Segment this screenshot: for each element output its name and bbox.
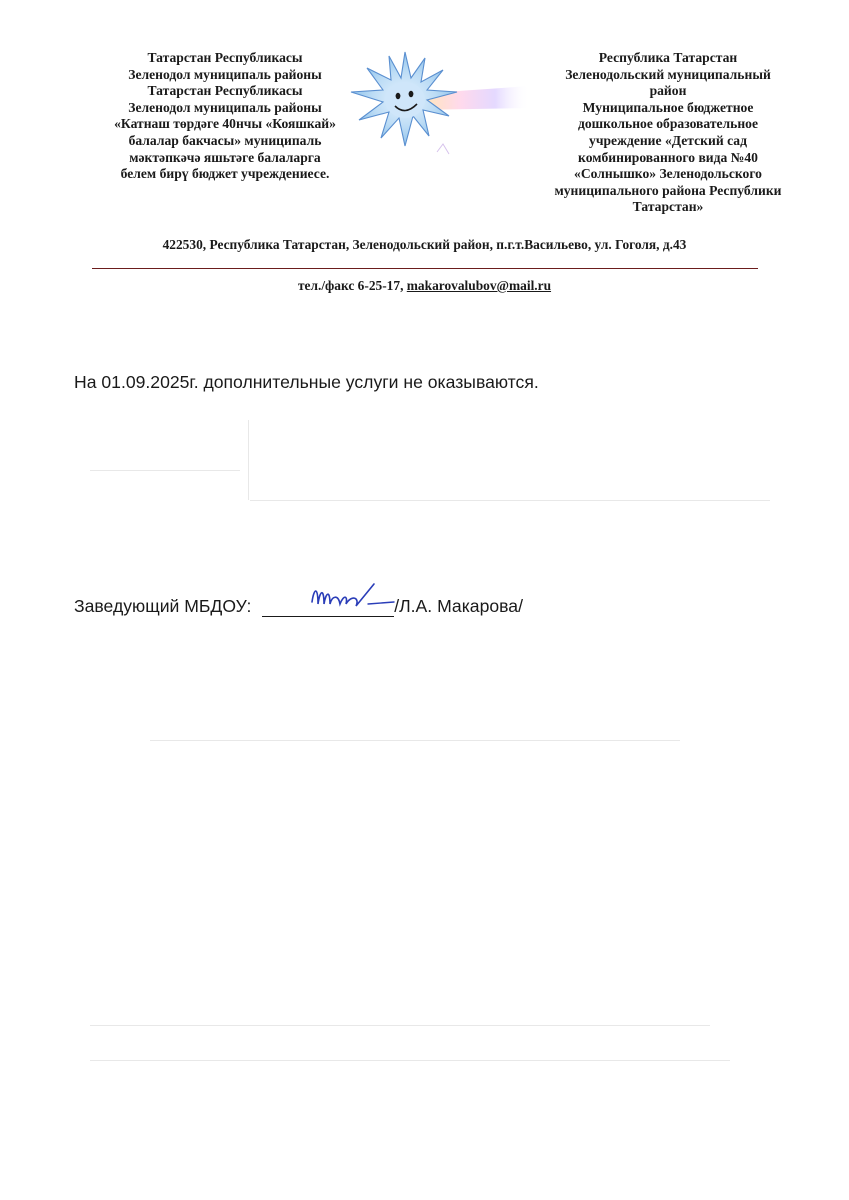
letterhead-right-russian <box>522 50 814 216</box>
letterhead-right-line: дошкольное образовательное <box>577 116 759 132</box>
scan-artifact <box>150 740 680 741</box>
letterhead-left-line: Татарстан Республикасы <box>147 83 303 99</box>
letterhead-left-line: мәктәпкәчә яшьтәге балаларга <box>129 149 321 165</box>
letterhead-right-line: Муниципальное бюджетное <box>582 99 754 115</box>
letterhead-right-line: район <box>649 83 687 99</box>
letterhead-left-tatar <box>80 50 370 183</box>
letterhead-left-line: балалар бакчасы» муниципаль <box>128 132 322 148</box>
signatory-name: /Л.А. Макарова/ <box>394 596 523 616</box>
letterhead-divider <box>92 268 758 269</box>
scan-artifact <box>248 420 249 500</box>
email-link[interactable]: makarovalubov@mail.ru <box>406 278 552 293</box>
organization-address: 422530, Республика Татарстан, Зеленодольский район, п.г.т.Васильево, ул. Гоголя, д.43 <box>162 237 687 252</box>
letterhead-right-line: Республика Татарстан <box>598 50 738 65</box>
signature-line <box>262 596 394 617</box>
letterhead-right-line: «Солнышко» Зеленодольского <box>574 166 762 182</box>
sun-logo-icon <box>345 48 535 160</box>
handwritten-signature-icon <box>268 574 408 622</box>
letterhead-right-line: комбинированного вида №40 <box>578 149 758 165</box>
signature-block <box>74 596 523 617</box>
scan-artifact <box>90 1025 710 1026</box>
letterhead-left-line: Зеленодол муниципаль районы <box>128 66 322 82</box>
scan-artifact <box>90 470 240 471</box>
phone-fax: тел./факс 6-25-17, <box>297 278 407 293</box>
letterhead-left-line: Зеленодол муниципаль районы <box>128 99 322 115</box>
letterhead-right-line: муниципального района Республики <box>554 182 782 198</box>
letterhead-left-line: «Катнаш төрдәге 40нчы «Кояшкай» <box>114 116 336 132</box>
letterhead-right-line: Татарстан» <box>632 199 704 215</box>
contact-line <box>0 278 849 294</box>
notice-text: На 01.09.2025г. дополнительные услуги не оказываются. <box>74 372 539 392</box>
letterhead-right-line: Зеленодольский муниципальный <box>565 66 771 82</box>
scan-artifact <box>250 500 770 501</box>
letterhead-left-line: белем бирү бюджет учреждениесе. <box>120 166 330 182</box>
scan-artifact <box>90 1060 730 1061</box>
letterhead-left-line: Татарстан Республикасы <box>147 50 303 65</box>
signatory-title: Заведующий МБДОУ: <box>74 596 252 616</box>
letterhead-right-line: учреждение «Детский сад <box>589 132 747 148</box>
